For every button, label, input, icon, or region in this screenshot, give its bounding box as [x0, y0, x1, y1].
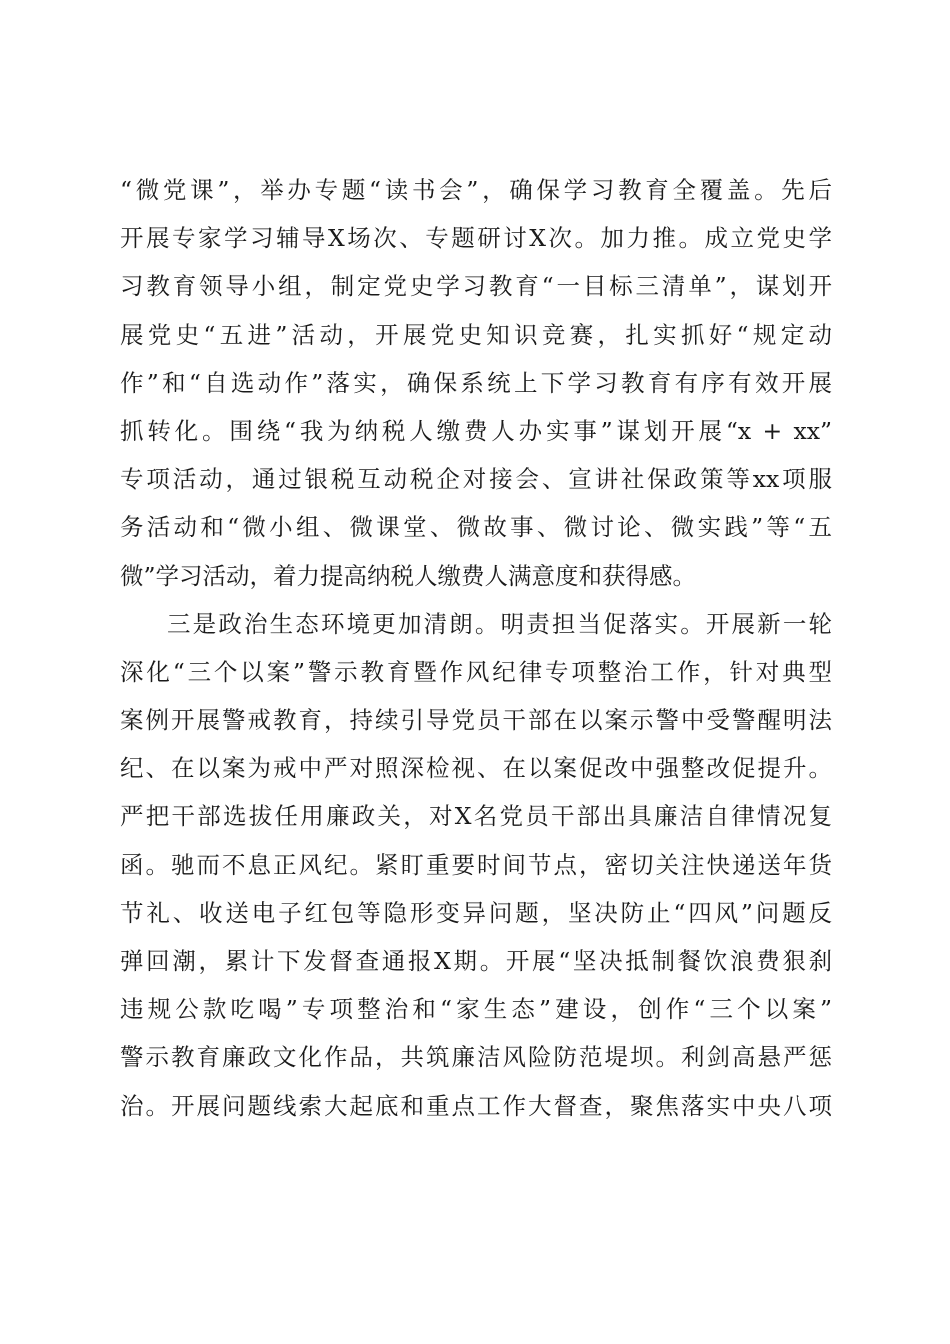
paragraph-line: “微党课”，举办专题“读书会”，确保学习教育全覆盖。先后: [120, 176, 832, 204]
paragraph-line: 案例开展警戒教育，持续引导党员干部在以案示警中受警醒明法: [120, 706, 832, 735]
document-body: [120, 166, 832, 1130]
paragraph-line: 习教育领导小组，制定党史学习教育“一目标三清单”，谋划开: [120, 272, 832, 301]
paragraph-line: 开展专家学习辅导X场次、专题研讨X次。加力推。成立党史学: [120, 224, 832, 253]
paragraph-line: 严把干部选拔任用廉政关，对X名党员干部出具廉洁自律情况复: [120, 802, 832, 831]
paragraph-line: 违规公款吃喝”专项整治和“家生态”建设，创作“三个以案”: [120, 995, 832, 1024]
paragraph-line: 三是政治生态环境更加清朗。明责担当促落实。开展新一轮: [167, 609, 832, 638]
paragraph-line: 展党史“五进”活动，开展党史知识竞赛，扎实抓好“规定动: [120, 320, 832, 349]
paragraph-line: 深化“三个以案”警示教育暨作风纪律专项整治工作，针对典型: [120, 657, 832, 686]
paragraph-line: 弹回潮，累计下发督查通报X期。开展“坚决抵制餐饮浪费狠刹: [120, 947, 832, 975]
paragraph-line: 作”和“自选动作”落实，确保系统上下学习教育有序有效开展: [120, 368, 832, 397]
paragraph-line: 专项活动，通过银税互动税企对接会、宣讲社保政策等xx项服: [120, 465, 832, 494]
paragraph-line: 节礼、收送电子红包等隐形变异问题，坚决防止“四风”问题反: [120, 898, 832, 927]
paragraph-2: [120, 600, 832, 1130]
paragraph-line: 治。开展问题线索大起底和重点工作大督查，聚焦落实中央八项: [120, 1091, 832, 1120]
paragraph-line: 警示教育廉政文化作品，共筑廉洁风险防范堤坝。利剑高悬严惩: [120, 1043, 832, 1072]
paragraph-line: 务活动和“微小组、微课堂、微故事、微讨论、微实践”等“五: [120, 513, 832, 542]
paragraph-line: 抓转化。围绕“我为纳税人缴费人办实事”谋划开展“x + xx”: [120, 416, 832, 445]
paragraph-1: [120, 166, 832, 600]
paragraph-line: 纪、在以案为戒中严对照深检视、在以案促改中强整改促提升。: [120, 754, 832, 783]
paragraph-line: 微”学习活动，着力提高纳税人缴费人满意度和获得感。: [120, 561, 697, 590]
paragraph-line: 函。驰而不息正风纪。紧盯重要时间节点，密切关注快递送年货: [120, 850, 832, 879]
